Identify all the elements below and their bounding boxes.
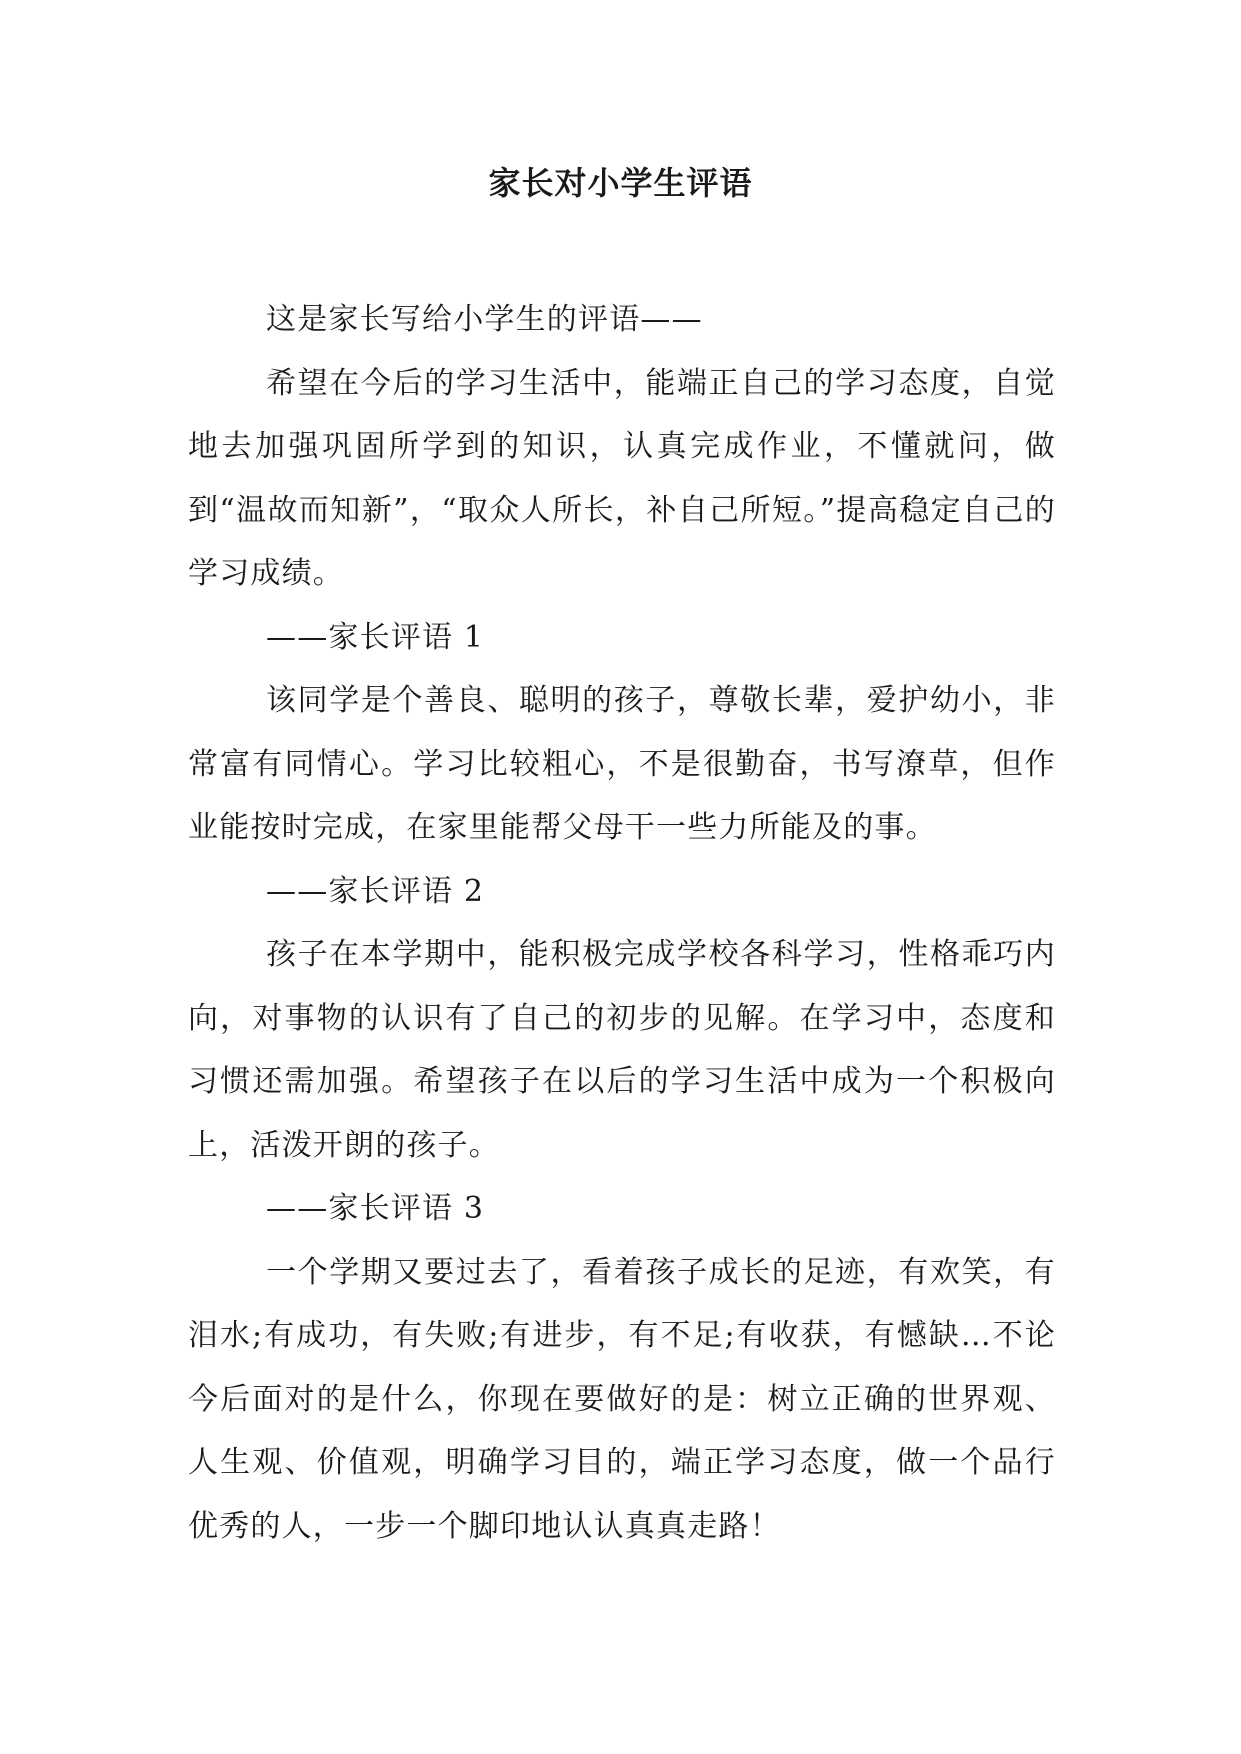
comment-paragraph-1: 希望在今后的学习生活中，能端正自己的学习态度，自觉地去加强巩固所学到的知识，认真完成作业，不懂就问，做到“温故而知新”，“取众人所长，补自己所短。”提高稳定自己的学习成绩。 [188,365,1056,591]
page-title: 家长对小学生评语 [488,164,753,202]
comment-heading-3: ——家长评语 3 [266,1191,485,1226]
comment-paragraph-4: 一个学期又要过去了，看着孩子成长的足迹，有欢笑，有泪水;有成功，有失败;有进步，有不足;有收获，有憾缺…不论今后面对的是什么，你现在要做好的是：树立正确的世界观、人生观、价值观，明确学习目的，端正学习态度，做一个品行优秀的人，一步一个脚印地认认真真走路！ [188,1254,1056,1544]
document-body [188,288,1056,1558]
comment-heading-2: ——家长评语 2 [266,873,485,909]
comment-heading-1: ——家长评语 1 [266,619,485,655]
intro-paragraph: 这是家长写给小学生的评语—— [266,302,703,337]
comment-paragraph-3: 孩子在本学期中，能积极完成学校各科学习，性格乖巧内向，对事物的认识有了自己的初步的见解。在学习中，态度和习惯还需加强。希望孩子在以后的学习生活中成为一个积极向上，活泼开朗的孩子。 [188,937,1056,1163]
comment-paragraph-2: 该同学是个善良、聪明的孩子，尊敬长辈，爱护幼小，非常富有同情心。学习比较粗心，不是很勤奋，书写潦草，但作业能按时完成，在家里能帮父母干一些力所能及的事。 [188,683,1056,845]
